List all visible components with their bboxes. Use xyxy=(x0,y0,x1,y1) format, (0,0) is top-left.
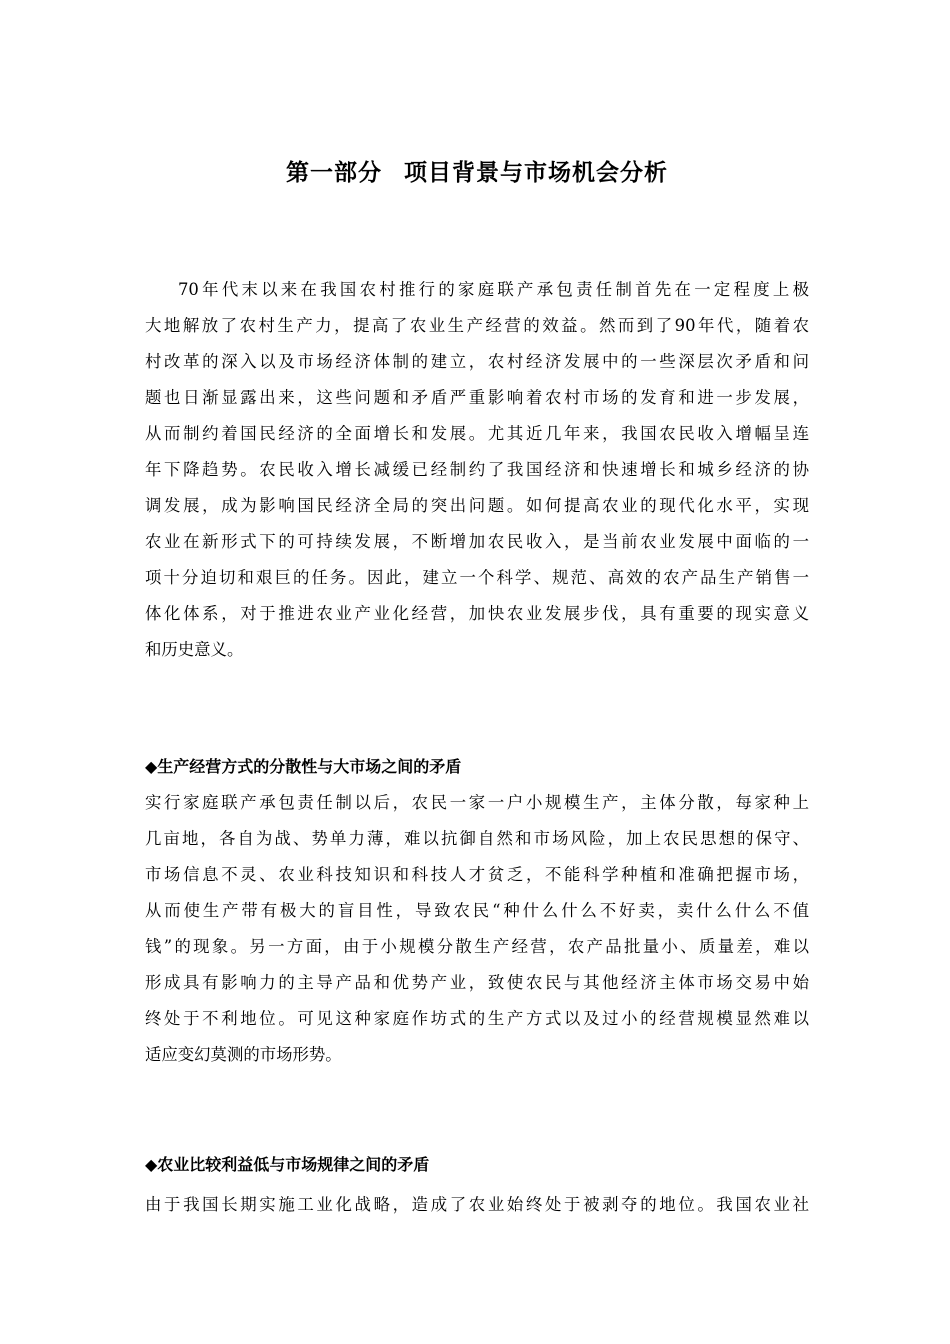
text-line: 题也日渐显露出来，这些问题和矛盾严重影响着农村市场的发育和进一步发展， xyxy=(145,388,809,407)
text-line: 钱”的现象。另一方面，由于小规模分散生产经营，农产品批量小、质量差，难以 xyxy=(145,937,809,956)
text-line: 终处于不利地位。可见这种家庭作坊式的生产方式以及过小的经营规模显然难以 xyxy=(145,1009,809,1028)
text-line: 和历史意义。 xyxy=(145,640,244,659)
text-line: 调发展，成为影响国民经济全局的突出问题。如何提高农业的现代化水平，实现 xyxy=(145,496,809,515)
text-line: 适应变幻莫测的市场形势。 xyxy=(145,1045,342,1064)
text-line: 从而使生产带有极大的盲目性，导致农民“种什么什么不好卖，卖什么什么不值 xyxy=(145,901,809,920)
intro-paragraph xyxy=(145,272,809,668)
text-line: 市场信息不灵、农业科技知识和科技人才贫乏，不能科学种植和准确把握市场， xyxy=(145,865,809,884)
section-paragraph xyxy=(145,1187,809,1223)
text-line: 几亩地，各自为战、势单力薄，难以抗御自然和市场风险，加上农民思想的保守、 xyxy=(145,829,809,848)
text-line: 实行家庭联产承包责任制以后，农民一家一户小规模生产，主体分散，每家种上 xyxy=(145,793,809,812)
text-line: 形成具有影响力的主导产品和优势产业，致使农民与其他经济主体市场交易中始 xyxy=(145,973,809,992)
text-line: 年下降趋势。农民收入增长减缓已经制约了我国经济和快速增长和城乡经济的协 xyxy=(145,460,809,479)
text-line: 70年代末以来在我国农村推行的家庭联产承包责任制首先在一定程度上极 xyxy=(178,280,809,299)
text-line: 项十分迫切和艰巨的任务。因此，建立一个科学、规范、高效的农产品生产销售一 xyxy=(145,568,809,587)
text-line: 体化体系，对于推进农业产业化经营，加快农业发展步伐，具有重要的现实意义 xyxy=(145,604,809,623)
section-paragraph xyxy=(145,785,809,1073)
text-line: 由于我国长期实施工业化战略，造成了农业始终处于被剥夺的地位。我国农业社 xyxy=(145,1195,809,1214)
text-line: 大地解放了农村生产力，提高了农业生产经营的效益。然而到了90年代，随着农 xyxy=(145,316,809,335)
title-main: 项目背景与市场机会分析 xyxy=(404,160,668,186)
page-title xyxy=(145,157,809,189)
text-line: 村改革的深入以及市场经济体制的建立，农村经济发展中的一些深层次矛盾和问 xyxy=(145,352,809,371)
text-line: 农业在新形式下的可持续发展，不断增加农民收入，是当前农业发展中面临的一 xyxy=(145,532,809,551)
section-heading: ◆农业比较利益低与市场规律之间的矛盾 xyxy=(145,1155,430,1174)
section-heading: ◆生产经营方式的分散性与大市场之间的矛盾 xyxy=(145,757,462,776)
text-line: 从而制约着国民经济的全面增长和发展。尤其近几年来，我国农民收入增幅呈连 xyxy=(145,424,809,443)
title-part: 第一部分 xyxy=(286,160,382,186)
